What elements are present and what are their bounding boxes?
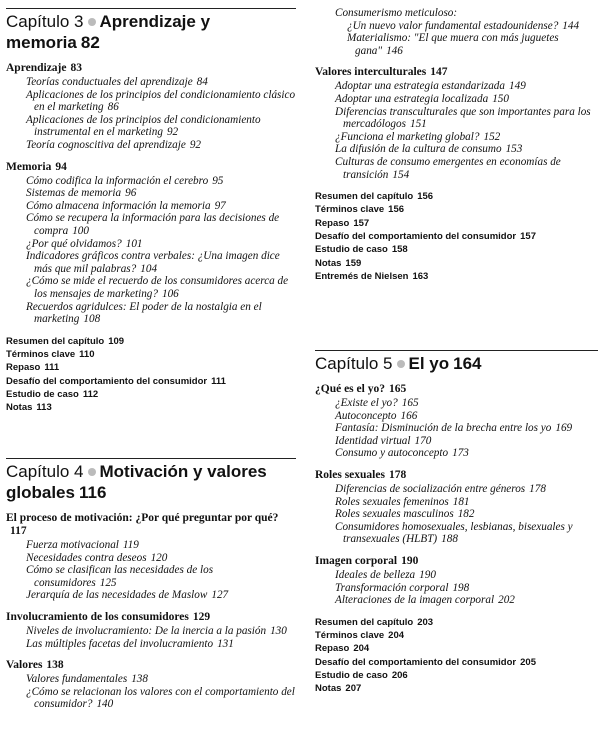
toc-entry: [315, 594, 598, 607]
toc-entry: [6, 673, 296, 686]
chapter-3-block: [6, 8, 296, 414]
toc-entry-text: Identidad virtual: [335, 434, 411, 447]
section-heading: [6, 62, 296, 75]
toc-entry-text: Roles sexuales femeninos: [335, 495, 449, 508]
summary-entry-page: 159: [345, 257, 362, 269]
toc-entry-text: ¿Cómo se mide el recuerdo de los consumidores acerca de los mensajes de marketing?: [26, 275, 289, 300]
toc-entry-text: Fantasía: Disminución de la brecha entre los yo: [335, 422, 552, 435]
toc-entry-page: 151: [409, 118, 427, 131]
chapter-5-title: El yo: [408, 354, 450, 373]
section-entries: [315, 397, 598, 460]
section-entries: [6, 625, 296, 650]
chapter-4-heading: [6, 461, 296, 503]
summary-entry: [315, 642, 598, 655]
section-page: 94: [55, 160, 67, 173]
toc-entry-page: 166: [400, 409, 418, 422]
toc-entry-page: 165: [401, 397, 419, 409]
toc-entry-page: 198: [452, 581, 470, 594]
toc-entry: [6, 89, 296, 114]
summary-entry-text: Términos clave: [315, 204, 385, 216]
chapter-4-rule: [6, 458, 296, 459]
toc-entry-text: ¿Funciona el marketing global?: [335, 130, 480, 143]
summary-entry: [6, 361, 296, 374]
toc-entry: [315, 156, 598, 181]
summary-entry-page: 203: [417, 616, 434, 628]
toc-entry: [315, 143, 598, 156]
summary-entry: [315, 257, 598, 270]
chapter-4-summary: [315, 190, 598, 283]
chapter-5-label: Capítulo 5: [315, 354, 393, 373]
toc-entry-page: 149: [509, 80, 526, 93]
toc-entry-page: 95: [212, 174, 224, 187]
toc-entry-page: 97: [214, 199, 226, 212]
toc-entry-text: Adoptar una estrategia estandarizada: [335, 80, 505, 93]
chapter-4-block: [6, 458, 296, 711]
toc-entry-page: 86: [107, 101, 119, 114]
toc-entry-text: Aplicaciones de los principios del condicionamiento instrumental en el marketing: [26, 113, 261, 139]
summary-entry-page: 156: [388, 204, 405, 216]
toc-entry: [315, 32, 598, 57]
toc-entry: [6, 250, 296, 275]
chapter-3-sections: [6, 62, 296, 326]
toc-entry-text: Cómo se clasifican las necesidades de los consumidores: [26, 564, 214, 589]
toc-entry: [315, 20, 598, 33]
toc-entry: [315, 582, 598, 595]
chapter-4-sections: [6, 512, 296, 711]
summary-entry-text: Desafío del comportamiento del consumidor: [315, 656, 517, 668]
summary-entry: [6, 401, 296, 414]
toc-entry-text: Cómo se recupera la información para las decisiones de compra: [26, 212, 280, 237]
toc-entry: [315, 7, 598, 20]
toc-entry-text: ¿Un nuevo valor fundamental estadounidense?: [347, 19, 559, 32]
toc-entry-page: 119: [122, 539, 139, 551]
toc-entry-text: ¿Existe el yo?: [335, 397, 398, 409]
section-title: Valores interculturales: [315, 66, 427, 79]
chapter-4-continued-items: [315, 7, 598, 57]
toc-entry: [315, 496, 598, 509]
toc-entry-text: Valores fundamentales: [26, 673, 128, 686]
toc-entry-page: 125: [99, 576, 117, 589]
toc-entry-text: Roles sexuales masculinos: [335, 508, 454, 521]
toc-entry-text: Culturas de consumo emergentes en economías de transición: [335, 155, 561, 181]
toc-entry-page: 127: [211, 589, 229, 602]
section-heading: [6, 659, 296, 672]
summary-entry-text: Entremés de Nielsen: [315, 270, 409, 282]
toc-entry-text: Consumidores homosexuales, lesbianas, bisexuales y transexuales (HLBT): [335, 520, 573, 546]
chapter-4-continued: [315, 6, 598, 283]
toc-entry-text: Teoría cognoscitiva del aprendizaje: [26, 138, 186, 151]
toc-entry: [315, 422, 598, 435]
toc-entry-page: 120: [150, 551, 168, 564]
toc-entry: [6, 212, 296, 237]
section-title: El proceso de motivación: ¿Por qué preguntar por qué?: [6, 512, 279, 524]
toc-entry: [315, 483, 598, 496]
section-heading: [315, 66, 598, 79]
toc-entry: [6, 187, 296, 200]
chapter-4-label: Capítulo 4: [6, 462, 84, 481]
toc-entry: [6, 275, 296, 300]
summary-entry-text: Desafío del comportamiento del consumidor: [315, 231, 517, 243]
toc-entry-text: Aplicaciones de los principios del condicionamiento clásico en el marketing: [26, 88, 296, 114]
toc-entry-text: Necesidades contra deseos: [26, 551, 147, 564]
toc-entry-page: 106: [161, 287, 179, 300]
toc-entry: [6, 564, 296, 589]
chapter-3-title: Aprendizaje y memoria: [6, 12, 211, 52]
summary-entry: [315, 669, 598, 682]
section-page: 117: [10, 525, 27, 537]
toc-entry: [315, 397, 598, 410]
toc-entry: [6, 139, 296, 152]
toc-entry-text: Cómo almacena información la memoria: [26, 199, 211, 212]
section-entries: [315, 483, 598, 546]
toc-entry-page: 92: [166, 126, 179, 139]
toc-entry-text: Autoconcepto: [335, 409, 397, 422]
chapter-4-sections-continued: [315, 66, 598, 181]
summary-entry-text: Términos clave: [6, 348, 76, 360]
section-title: ¿Qué es el yo?: [315, 383, 385, 395]
section-heading: [6, 161, 296, 174]
chapter-3-label: Capítulo 3: [6, 12, 84, 31]
summary-entry-text: Desafío del comportamiento del consumidor: [6, 375, 208, 387]
toc-entry-page: 131: [217, 637, 234, 650]
toc-entry-text: Diferencias transculturales que son importantes para los mercadólogos: [335, 105, 591, 131]
section-page: 190: [401, 554, 419, 567]
toc-entry: [315, 80, 598, 93]
summary-entry-text: Notas: [315, 683, 342, 695]
toc-entry: [315, 521, 598, 546]
toc-entry: [6, 175, 296, 188]
summary-entry-text: Términos clave: [315, 630, 385, 642]
toc-entry: [6, 589, 296, 602]
toc-entry-text: Fuerza motivacional: [26, 539, 119, 551]
summary-entry-page: 113: [36, 402, 52, 414]
toc-entry-page: 138: [131, 673, 148, 686]
bullet-dot-icon: [397, 360, 405, 368]
chapter-4-page: 116: [78, 483, 107, 502]
toc-entry-text: ¿Por qué olvidamos?: [26, 237, 122, 250]
summary-entry-page: 157: [520, 231, 536, 243]
toc-entry-page: 173: [452, 447, 469, 460]
toc-entry-text: Cómo codifica la información el cerebro: [26, 174, 209, 187]
summary-entry: [315, 230, 598, 243]
summary-entry-page: 204: [353, 643, 370, 655]
summary-entry: [315, 217, 598, 230]
summary-entry-text: Notas: [315, 257, 342, 269]
summary-entry-page: 111: [44, 362, 60, 374]
toc-entry-page: 92: [189, 138, 202, 151]
toc-entry-text: Recuerdos agridulces: El poder de la nostalgia en el marketing: [26, 300, 262, 326]
summary-entry: [6, 348, 296, 361]
toc-entry-page: 108: [83, 313, 101, 326]
toc-entry-text: Diferencias de socialización entre géneros: [335, 482, 526, 495]
summary-entry-text: Repaso: [6, 362, 41, 374]
chapter-5-block: [315, 350, 598, 696]
summary-entry: [6, 375, 296, 388]
toc-entry-text: Adoptar una estrategia localizada: [335, 92, 489, 105]
toc-entry: [6, 238, 296, 251]
toc-entry-text: ¿Cómo se relacionan los valores con el comportamiento del consumidor?: [26, 685, 295, 711]
toc-entry-text: La difusión de la cultura de consumo: [335, 143, 502, 156]
toc-entry: [315, 93, 598, 106]
summary-entry-text: Resumen del capítulo: [6, 335, 105, 347]
summary-entry: [315, 190, 598, 203]
summary-entry: [6, 388, 296, 401]
section-entries: [315, 569, 598, 607]
section-page: 165: [388, 383, 407, 395]
section-title: Roles sexuales: [315, 468, 385, 481]
toc-entry-page: 181: [452, 495, 470, 508]
toc-entry-text: Ideales de belleza: [335, 568, 416, 581]
section-heading: [315, 469, 598, 482]
toc-entry-text: Consumo y autoconcepto: [335, 447, 449, 460]
summary-entry-page: 109: [108, 335, 125, 347]
summary-entry-page: 163: [412, 270, 429, 282]
chapter-5-page: 164: [453, 354, 482, 373]
toc-entry-page: 146: [386, 44, 403, 57]
summary-entry-page: 157: [353, 217, 370, 229]
summary-entry-page: 207: [345, 683, 362, 695]
summary-entry-text: Notas: [6, 402, 33, 414]
toc-entry: [315, 410, 598, 423]
section-page: 83: [70, 62, 82, 74]
chapter-3-heading: [6, 11, 296, 53]
toc-entry: [315, 131, 598, 144]
toc-entry: [6, 539, 296, 552]
toc-entry-text: Las múltiples facetas del involucramiento: [26, 637, 214, 650]
section-heading: [6, 611, 296, 624]
toc-entry-text: Jerarquía de las necesidades de Maslow: [26, 589, 208, 602]
section-heading: [315, 383, 598, 396]
toc-entry-page: 96: [125, 187, 137, 200]
bullet-dot-icon: [88, 468, 96, 476]
section-entries: [6, 76, 296, 152]
chapter-5-sections: [315, 383, 598, 607]
summary-entry-text: Estudio de caso: [315, 244, 388, 256]
chapter-5-rule: [315, 350, 598, 351]
toc-entry: [6, 686, 296, 711]
toc-entry-page: 202: [498, 594, 515, 607]
toc-entry: [315, 447, 598, 460]
chapter-3-page: 82: [80, 33, 100, 52]
toc-entry: [315, 435, 598, 448]
toc-entry-text: Materialismo: "El que muera con más juguetes gana": [347, 32, 559, 57]
summary-entry-page: 204: [388, 630, 405, 642]
toc-entry-page: 169: [555, 422, 573, 435]
toc-entry-text: Indicadores gráficos contra verbales: ¿Una imagen dice más que mil palabras?: [26, 250, 280, 275]
chapter-3-summary: [6, 335, 296, 415]
section-page: 129: [192, 610, 211, 623]
section-entries: [315, 80, 598, 181]
chapter-3-rule: [6, 8, 296, 9]
toc-entry-page: 170: [414, 434, 432, 447]
section-title: Memoria: [6, 160, 52, 173]
summary-entry: [315, 682, 598, 695]
toc-entry: [6, 114, 296, 139]
toc-entry: [315, 106, 598, 131]
toc-entry-page: 153: [505, 143, 523, 156]
section-page: 138: [46, 659, 64, 672]
summary-entry-text: Resumen del capítulo: [315, 191, 414, 203]
summary-entry-page: 206: [391, 669, 408, 681]
toc-entry-text: Sistemas de memoria: [26, 187, 122, 200]
toc-entry-page: 100: [72, 224, 89, 237]
summary-entry-text: Repaso: [315, 643, 350, 655]
bullet-dot-icon: [88, 18, 96, 26]
section-title: Aprendizaje: [6, 62, 67, 74]
summary-entry-page: 156: [417, 191, 434, 203]
summary-entry-page: 158: [391, 244, 408, 256]
toc-entry: [315, 569, 598, 582]
toc-entry-page: 84: [196, 76, 208, 88]
chapter-5-summary: [315, 616, 598, 696]
toc-entry-page: 182: [457, 508, 475, 521]
summary-entry-page: 110: [79, 348, 95, 360]
summary-entry: [315, 203, 598, 216]
toc-entry-text: Alteraciones de la imagen corporal: [335, 594, 495, 607]
toc-entry-text: Niveles de involucramiento: De la inercia a la pasión: [26, 624, 267, 637]
summary-entry: [315, 616, 598, 629]
toc-entry-page: 150: [492, 92, 509, 105]
summary-entry: [6, 335, 296, 348]
summary-entry: [315, 270, 598, 283]
summary-entry: [315, 243, 598, 256]
summary-entry-page: 205: [520, 656, 536, 668]
toc-entry: [6, 200, 296, 213]
toc-entry-page: 101: [125, 237, 143, 250]
chapter-5-heading: [315, 353, 598, 374]
chapter-4-title: Motivación y valores globales: [6, 462, 267, 502]
toc-entry-page: 104: [140, 262, 158, 275]
section-title: Imagen corporal: [315, 554, 398, 567]
section-title: Involucramiento de los consumidores: [6, 610, 189, 623]
section-page: 147: [430, 66, 448, 79]
summary-entry-text: Repaso: [315, 217, 350, 229]
summary-entry-page: 111: [211, 375, 226, 387]
toc-entry-text: Consumerismo meticuloso:: [335, 7, 458, 19]
section-page: 178: [388, 468, 407, 481]
toc-entry-page: 188: [441, 533, 458, 546]
section-title: Valores: [6, 659, 43, 672]
toc-entry-page: 152: [483, 130, 501, 143]
section-entries: [6, 175, 296, 326]
toc-entry-page: 178: [529, 482, 546, 495]
toc-entry: [315, 508, 598, 521]
toc-entry-page: 190: [419, 568, 436, 581]
summary-entry: [315, 629, 598, 642]
section-entries: [6, 673, 296, 711]
toc-entry-page: 140: [96, 698, 114, 711]
toc-entry-page: 130: [270, 624, 287, 637]
summary-entry-text: Estudio de caso: [315, 669, 388, 681]
toc-entry: [6, 76, 296, 89]
section-heading: [315, 555, 598, 568]
toc-entry: [6, 552, 296, 565]
section-entries: [6, 539, 296, 602]
section-heading: [6, 512, 296, 538]
summary-entry: [315, 656, 598, 669]
summary-entry-text: Resumen del capítulo: [315, 616, 414, 628]
toc-entry: [6, 638, 296, 651]
toc-entry-page: 154: [392, 168, 410, 181]
toc-entry-page: 144: [562, 19, 580, 32]
summary-entry-page: 112: [82, 388, 99, 400]
toc-entry: [6, 301, 296, 326]
toc-entry-text: Transformación corporal: [335, 581, 449, 594]
toc-entry: [6, 625, 296, 638]
toc-entry-text: Teorías conductuales del aprendizaje: [26, 76, 193, 88]
summary-entry-text: Estudio de caso: [6, 388, 79, 400]
